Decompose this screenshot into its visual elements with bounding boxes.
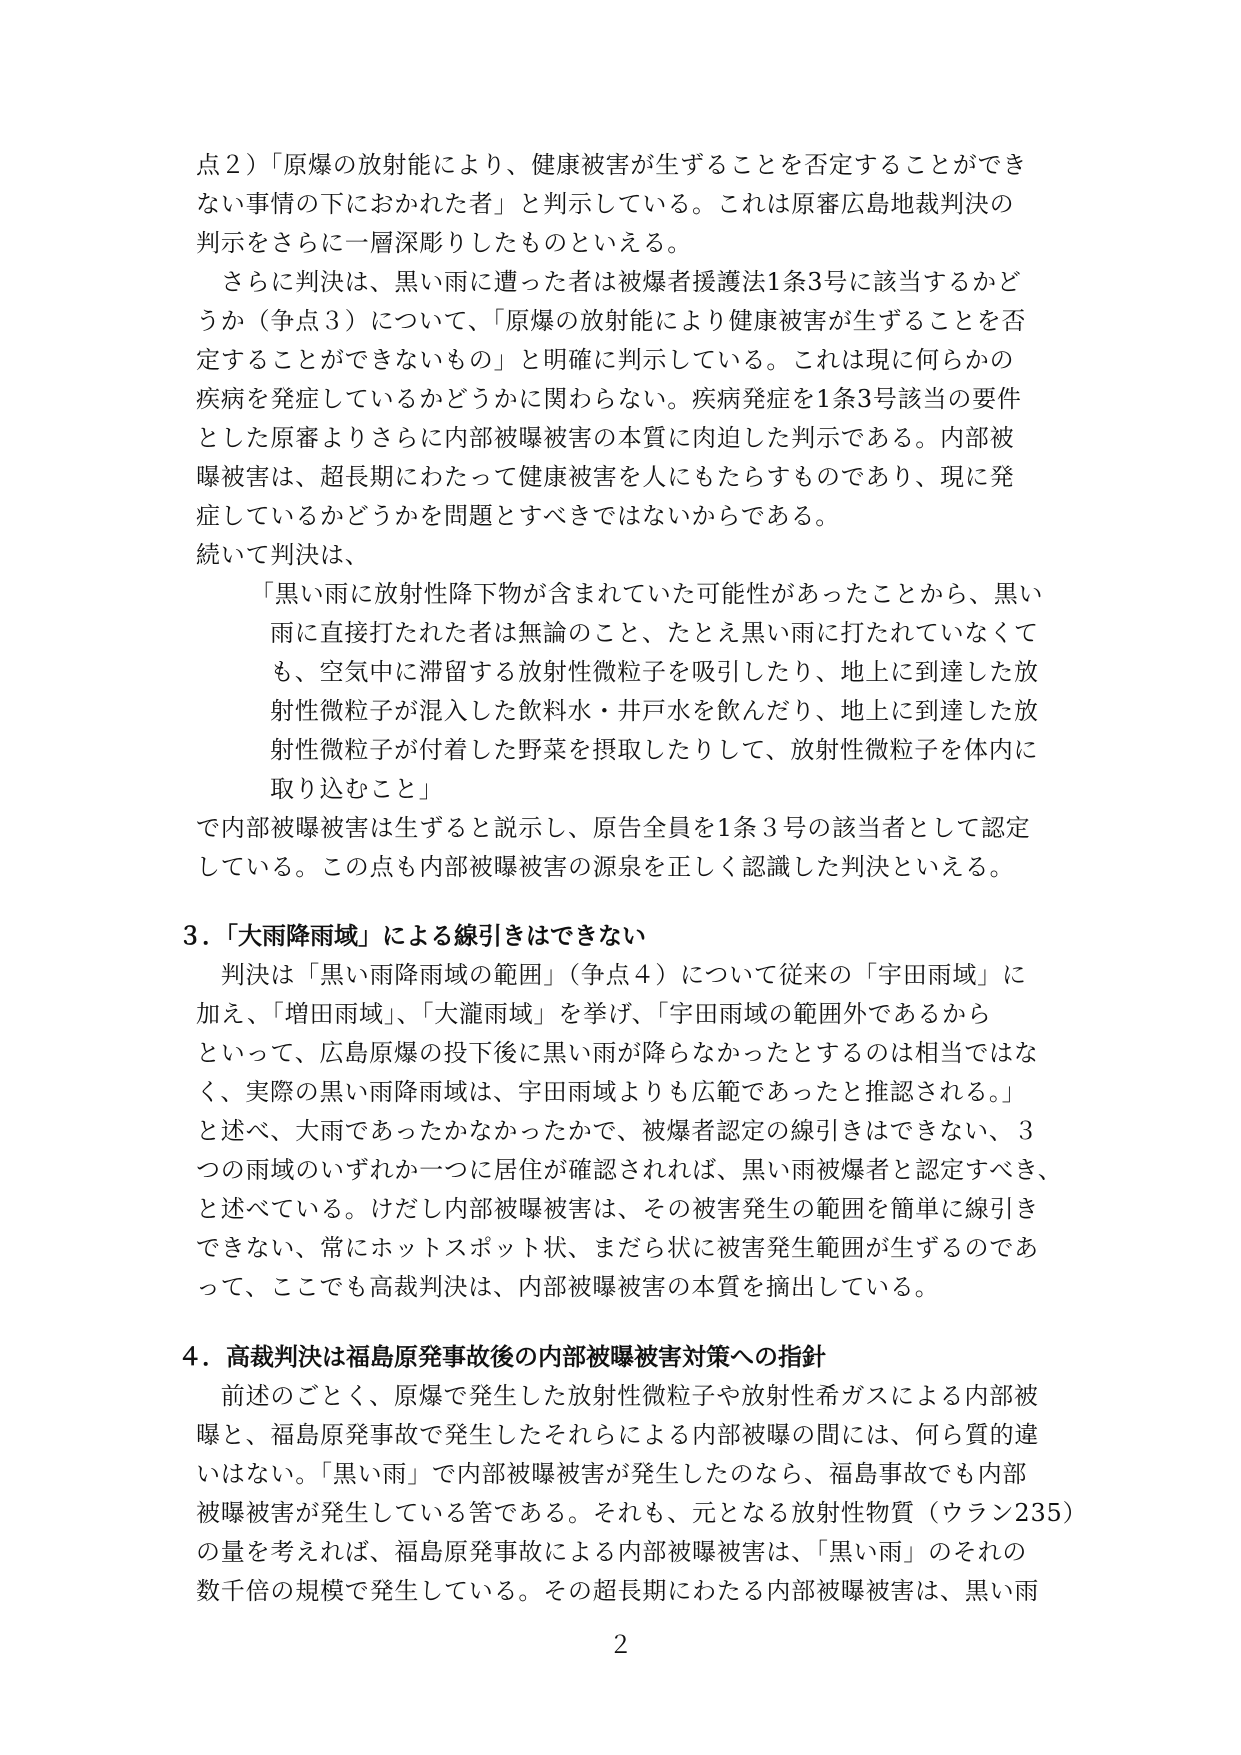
text-line: で内部被曝被害は生ずると説示し、原告全員を1条３号の該当者として認定 xyxy=(196,814,1031,842)
text-line: 定することができないもの」と明確に判示している。これは現に何らかの xyxy=(196,346,1015,374)
text-line: 曝と、福島原発事故で発生したそれらによる内部被曝の間には、何ら質的違 xyxy=(196,1421,1040,1449)
quote-line: 射性微粒子が混入した飲料水・井戸水を飲んだり、地上に到達した放 xyxy=(270,697,1039,725)
text-line: といって、広島原爆の投下後に黒い雨が降らなかったとするのは相当ではな xyxy=(196,1039,1039,1067)
text-line: って、ここでも高裁判決は、内部被曝被害の本質を摘出している。 xyxy=(196,1273,940,1301)
text-line: うか（争点３）について、「原爆の放射能により健康被害が生ずることを否 xyxy=(196,307,1027,335)
text-line: 加え、「増田雨域」、「大瀧雨域」を挙げ、「宇田雨域の範囲外であるから xyxy=(196,1000,992,1028)
quote-line: 雨に直接打たれた者は無論のこと、たとえ黒い雨に打たれていなくて xyxy=(270,619,1039,647)
text-line: できない、常にホットスポット状、まだら状に被害発生範囲が生ずるのであ xyxy=(196,1234,1039,1262)
text-line: さらに判決は、黒い雨に遭った者は被爆者援護法1条3号に該当するかど xyxy=(196,268,1022,296)
text-line: 数千倍の規模で発生している。その超長期にわたる内部被曝被害は、黒い雨 xyxy=(196,1577,1040,1605)
text-line: 被曝被害が発生している筈である。それも、元となる放射性物質（ウラン235） xyxy=(196,1499,1088,1527)
text-line: 点２）「原爆の放射能により、健康被害が生ずることを否定することができ xyxy=(196,151,1028,179)
text-line: と述べている。けだし内部被曝被害は、その被害発生の範囲を簡単に線引き xyxy=(196,1195,1040,1223)
text-line: 判決は「黒い雨降雨域の範囲」（争点４）について従来の「宇田雨域」に xyxy=(196,961,1027,989)
text-line: つの雨域のいずれか一つに居住が確認されれば、黒い雨被爆者と認定すべき、 xyxy=(196,1156,1063,1184)
text-line: と述べ、大雨であったかなかったかで、被爆者認定の線引きはできない、３ xyxy=(196,1117,1039,1145)
text-line: 曝被害は、超長期にわたって健康被害を人にもたらすものであり、現に発 xyxy=(196,463,1015,491)
section-4-heading: ４．高裁判決は福島原発事故後の内部被曝被害対策への指針 xyxy=(178,1343,826,1371)
text-line: 前述のごとく、原爆で発生した放射性微粒子や放射性希ガスによる内部被 xyxy=(196,1382,1039,1410)
text-line: とした原審よりさらに内部被曝被害の本質に肉迫した判示である。内部被 xyxy=(196,424,1015,452)
text-line: 疾病を発症しているかどうかに関わらない。疾病発症を1条3号該当の要件 xyxy=(196,385,1022,413)
page-number: ２ xyxy=(608,1631,633,1659)
text-line: いはない。「黒い雨」で内部被曝被害が発生したのなら、福島事故でも内部 xyxy=(196,1460,1028,1488)
quote-line: 射性微粒子が付着した野菜を摂取したりして、放射性微粒子を体内に xyxy=(270,736,1039,764)
text-line: している。この点も内部被曝被害の源泉を正しく認識した判決といえる。 xyxy=(196,853,1015,881)
text-line: 判示をさらに一層深彫りしたものといえる。 xyxy=(196,229,692,257)
text-line: 続いて判決は、 xyxy=(196,541,370,569)
text-line: く、実際の黒い雨降雨域は、宇田雨域よりも広範であったと推認される。」 xyxy=(196,1078,1027,1106)
text-line: の量を考えれば、福島原発事故による内部被曝被害は、「黒い雨」のそれの xyxy=(196,1538,1028,1566)
quote-line: も、空気中に滞留する放射性微粒子を吸引したり、地上に到達した放 xyxy=(270,658,1039,686)
text-line: ない事情の下におかれた者」と判示している。これは原審広島地裁判決の xyxy=(196,190,1015,218)
text-line: 症しているかどうかを問題とすべきではないからである。 xyxy=(196,502,841,530)
quote-line: 取り込むこと」 xyxy=(270,775,444,803)
section-3-heading: ３．「大雨降雨域」による線引きはできない xyxy=(178,922,646,950)
quote-line: 「黒い雨に放射性降下物が含まれていた可能性があったことから、黒い xyxy=(250,580,1044,608)
